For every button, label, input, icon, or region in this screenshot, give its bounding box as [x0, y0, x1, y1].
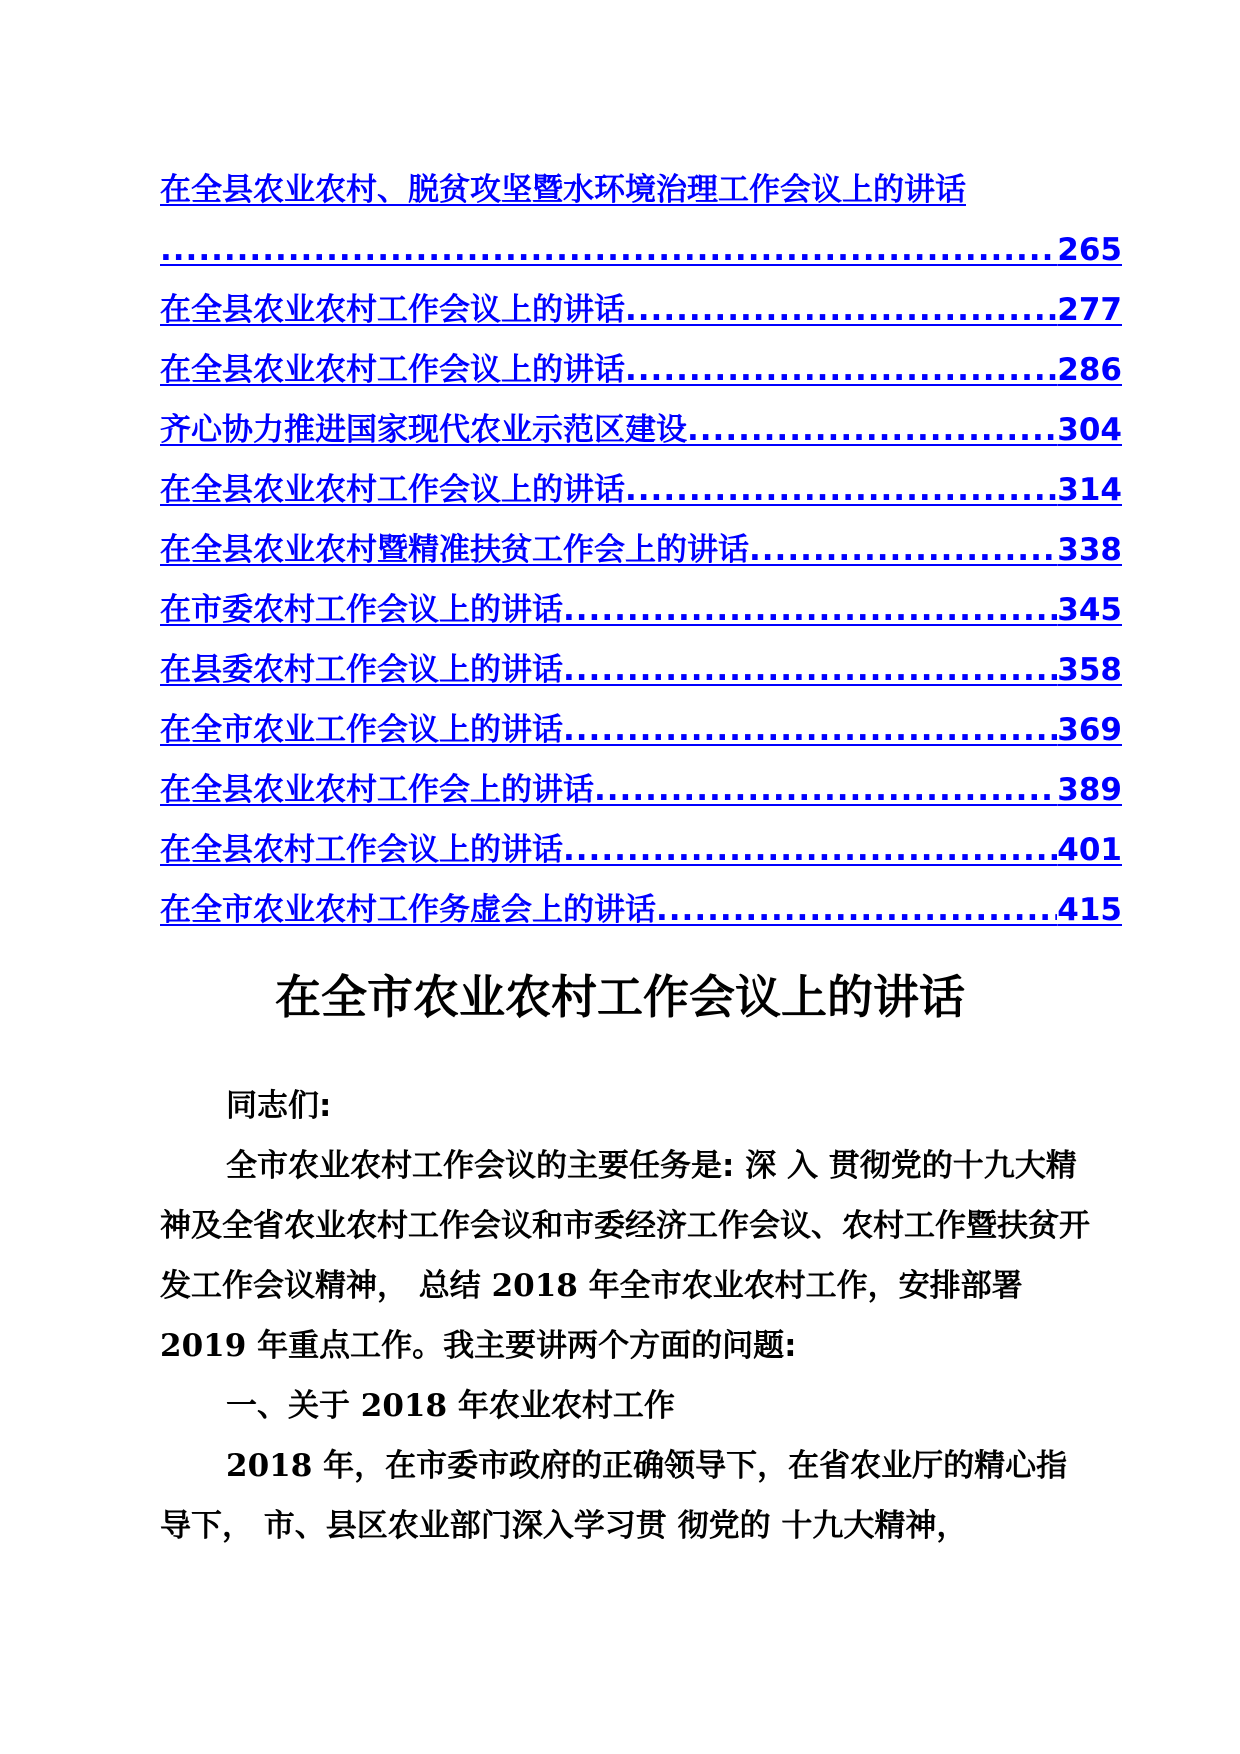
- paragraph-text: 年，在市委市政府的正确领导下，在省农业厅的精心指导下， 市、县区农业部门深入学习贯 彻党的 十九大精神，: [160, 1448, 1068, 1544]
- toc-page-number: 314: [1057, 472, 1122, 508]
- toc-entry-11[interactable]: [160, 820, 1122, 880]
- toc-page-number: 304: [1057, 412, 1122, 448]
- section-heading-1: [160, 1376, 1090, 1436]
- toc-entry-12[interactable]: [160, 880, 1122, 940]
- toc-dot-leader: [563, 640, 1057, 700]
- toc-entry-9[interactable]: [160, 700, 1122, 760]
- toc-entry-title: 在全县农业农村工作会上的讲话: [160, 772, 594, 808]
- document-title: 在全市农业农村工作会议上的讲话: [275, 970, 965, 1024]
- paragraph-2: [160, 1436, 1090, 1556]
- toc-page-number: 338: [1057, 532, 1122, 568]
- toc-entry-title: 在全市农业工作会议上的讲话: [160, 712, 563, 748]
- toc-entry-3[interactable]: [160, 340, 1122, 400]
- paragraph-text: 全市农业农村工作会议的主要任务是: 深 入 贯彻党的十九大精神及全省农业农村工作会议和市委经济工作会议、农村工作暨扶贫开发工作会议精神， 总结: [160, 1148, 1090, 1304]
- heading-text: 年农业农村工作: [447, 1388, 675, 1424]
- toc-entry-title: 在全县农业农村暨精准扶贫工作会上的讲话: [160, 532, 749, 568]
- toc-dot-leader: [594, 760, 1057, 820]
- toc-dot-leader: [625, 340, 1057, 400]
- toc-entry-title: 在全县农业农村工作会议上的讲话: [160, 472, 625, 508]
- paragraph-text: 年重点工作。我主要讲两个方面的问题:: [246, 1328, 797, 1364]
- toc-dot-leader: [563, 700, 1057, 760]
- toc-dot-leader: [687, 400, 1057, 460]
- toc-entry-title: 在全县农业农村、脱贫攻坚暨水环境治理工作会议上的讲话: [160, 172, 966, 208]
- toc-entry-7[interactable]: [160, 580, 1122, 640]
- toc-entry-10[interactable]: [160, 760, 1122, 820]
- toc-page-number: 389: [1057, 772, 1122, 808]
- toc-entry-title: 在县委农村工作会议上的讲话: [160, 652, 563, 688]
- year-number: 2018: [360, 1388, 448, 1424]
- toc-dot-leader: [749, 520, 1057, 580]
- salutation: 同志们:: [226, 1088, 332, 1124]
- toc-dot-leader: [656, 880, 1057, 940]
- table-of-contents: [160, 160, 1122, 940]
- year-number: 2019: [160, 1328, 247, 1364]
- toc-entry-5[interactable]: [160, 460, 1122, 520]
- toc-entry-title: 在市委农村工作会议上的讲话: [160, 592, 563, 628]
- toc-entry-4[interactable]: [160, 400, 1122, 460]
- toc-page-number: 369: [1057, 712, 1122, 748]
- toc-dot-leader: [160, 220, 1057, 280]
- heading-text: 一、关于: [226, 1388, 361, 1424]
- year-number: 2018: [226, 1448, 313, 1484]
- toc-page-number: 286: [1057, 352, 1122, 388]
- toc-entry-8[interactable]: [160, 640, 1122, 700]
- toc-entry-title: 在全县农村工作会议上的讲话: [160, 832, 563, 868]
- toc-dot-leader: [563, 580, 1057, 640]
- paragraph-1: [160, 1136, 1090, 1376]
- toc-entry-title: 齐心协力推进国家现代农业示范区建设: [160, 412, 687, 448]
- toc-page-number: 345: [1057, 592, 1122, 628]
- toc-page-number: 265: [1057, 232, 1122, 268]
- toc-page-number: 401: [1057, 832, 1122, 868]
- toc-entry-title: 在全县农业农村工作会议上的讲话: [160, 352, 625, 388]
- toc-page-number: 415: [1057, 892, 1122, 928]
- toc-dot-leader: [625, 460, 1057, 520]
- year-number: 2018: [491, 1268, 578, 1304]
- document-body: [160, 1076, 1090, 1556]
- toc-page-number: 358: [1057, 652, 1122, 688]
- toc-dot-leader: [563, 820, 1057, 880]
- toc-entry-title: 在全县农业农村工作会议上的讲话: [160, 292, 625, 328]
- toc-entry-2[interactable]: [160, 280, 1122, 340]
- toc-entry-6[interactable]: [160, 520, 1122, 580]
- toc-dot-leader: [625, 280, 1057, 340]
- toc-entry-title: 在全市农业农村工作务虚会上的讲话: [160, 892, 656, 928]
- paragraph-text: 年全市农业农村工作，安排部署: [577, 1268, 1023, 1304]
- toc-page-number: 277: [1057, 292, 1122, 328]
- toc-entry-1[interactable]: [160, 160, 1122, 280]
